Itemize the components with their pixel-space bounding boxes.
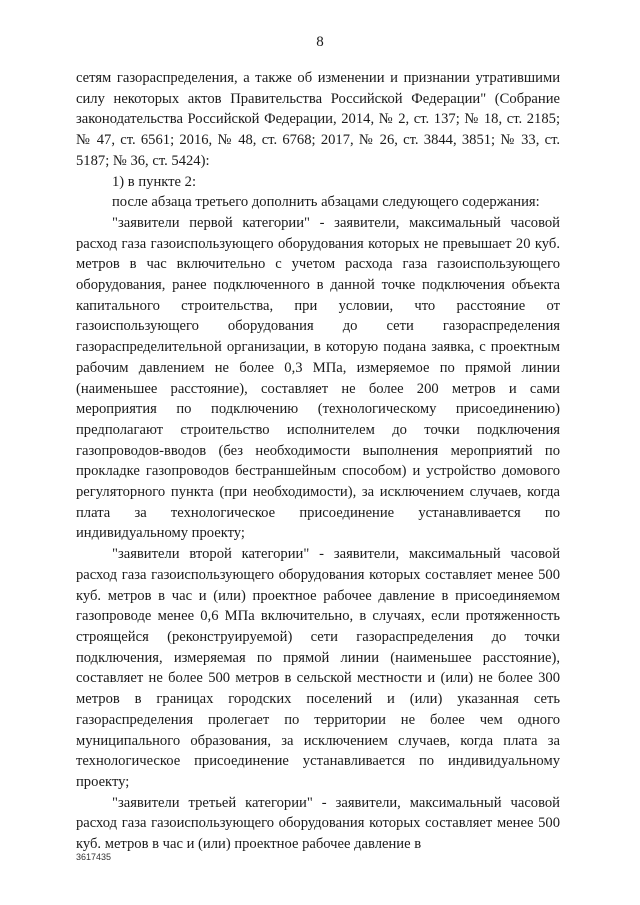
paragraph: "заявители первой категории" - заявители, максимальный часовой расход газа газоиспользующего оборудования которых не превышает 20 куб. метров в час включительно с учетом расхода газа газоиспользующего оборудования, ранее подключенного в данной точке подключения объекта капитального строительства, при условии, что расстояние от газоиспользующего оборудования до сети газораспределения газораспределительной организации, в которую подана заявка, с проектным рабочим давлением не более 0,3 МПа, измеряемое по прямой линии (наименьшее расстояние), составляет не более 200 метров и сами мероприятия по подключению (технологическому присоединению) предполагают строительство исполнителем до точки подключения газопроводов-вводов (без необходимости выполнения мероприятий по прокладке газопроводов бестраншейным способом) и устройство домового регуляторного пункта (при необходимости), за исключением случаев, когда плата за технологическое присоединение устанавливается по индивидуальному проекту;	[76, 214, 560, 542]
paragraph: сетям газораспределения, а также об изменении и признании утратившими силу некоторых актов Правительства Российской Федерации" (Собрание законодательства Российской Федерации, 2014, № 2, ст. 137; № 18, ст. 2185; № 47, ст. 6561; 2016, № 48, ст. 6768; 2017, № 26, ст. 3844, 3851; № 33, ст. 5187; № 36, ст. 5424):	[76, 70, 560, 169]
document-code: 3617435	[76, 852, 112, 862]
document-body	[76, 68, 560, 855]
paragraph: 1) в пункте 2:	[112, 173, 197, 190]
paragraph: после абзаца третьего дополнить абзацами следующего содержания:	[112, 194, 540, 211]
paragraph: "заявители третьей категории" - заявители, максимальный часовой расход газа газоиспользующего оборудования которых составляет менее 500 куб. метров в час и (или) проектное рабочее давление в	[76, 794, 560, 853]
page-number: 8	[316, 34, 324, 50]
paragraph: "заявители второй категории" - заявители, максимальный часовой расход газа газоиспользующего оборудования которых составляет менее 500 куб. метров в час и (или) проектное рабочее давление в присоединяемом газопроводе менее 0,6 МПа включительно, в случаях, если протяженность строящейся (реконструируемой) сети газораспределения до точки подключения, измеряемая по прямой линии (наименьшее расстояние), составляет не более 500 метров в сельской местности и (или) не более 300 метров в границах городских поселений и (или) указанная сеть газораспределения пролегает по территории не более чем одного муниципального образования, за исключением случаев, когда плата за технологическое присоединение устанавливается по индивидуальному проекту;	[76, 546, 560, 790]
